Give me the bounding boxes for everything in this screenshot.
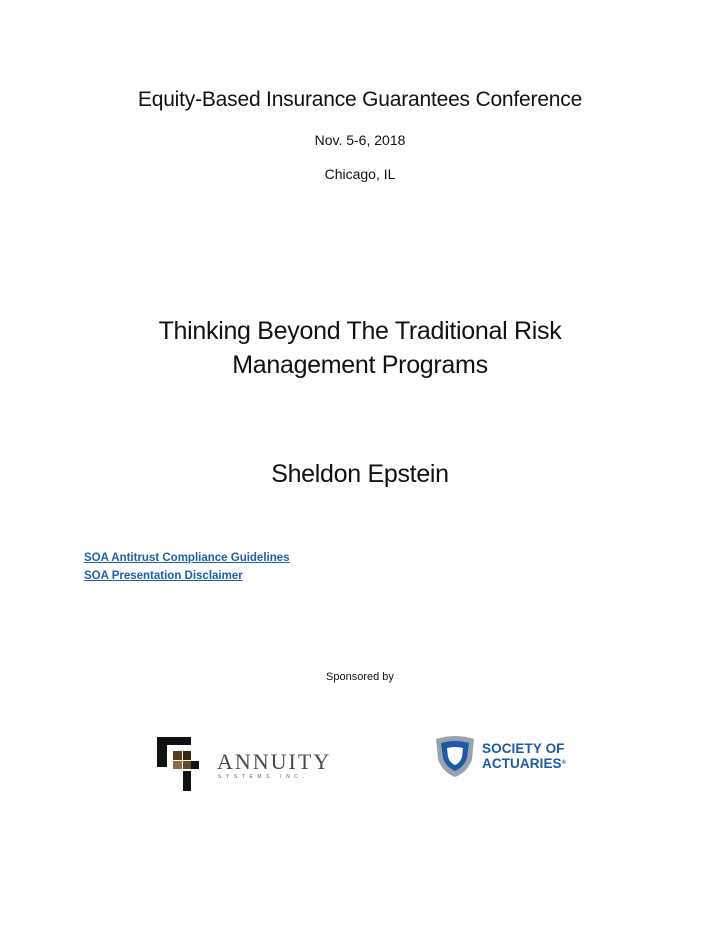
session-title: [0, 314, 720, 382]
society-of-actuaries-logo: [432, 735, 572, 781]
session-title-line-1: Thinking Beyond The Traditional Risk: [158, 317, 562, 345]
annuity-mark-icon: [155, 735, 215, 793]
sponsored-by-label: Sponsored by: [326, 671, 394, 683]
annuity-wordmark: ANNUITY: [217, 749, 332, 774]
soa-line-2-text: ACTUARIES: [482, 756, 562, 771]
speaker-name: Sheldon Epstein: [271, 460, 449, 488]
link-list: [84, 549, 290, 585]
registered-mark: ®: [561, 760, 567, 766]
soa-wordmark: [482, 741, 566, 771]
soa-line-2: [482, 756, 566, 771]
shield-icon: [432, 735, 478, 779]
soa-line-1: SOCIETY OF: [482, 741, 565, 756]
conference-title: Equity-Based Insurance Guarantees Conference: [137, 88, 583, 111]
antitrust-guidelines-link[interactable]: SOA Antitrust Compliance Guidelines: [84, 552, 290, 564]
presentation-disclaimer-link[interactable]: SOA Presentation Disclaimer: [84, 570, 243, 582]
annuity-systems-logo: [155, 735, 332, 793]
conference-date: Nov. 5-6, 2018: [314, 132, 406, 148]
session-title-line-2: Management Programs: [232, 351, 488, 379]
conference-location: Chicago, IL: [324, 166, 396, 182]
annuity-subtitle: SYSTEMS INC.: [218, 774, 309, 780]
